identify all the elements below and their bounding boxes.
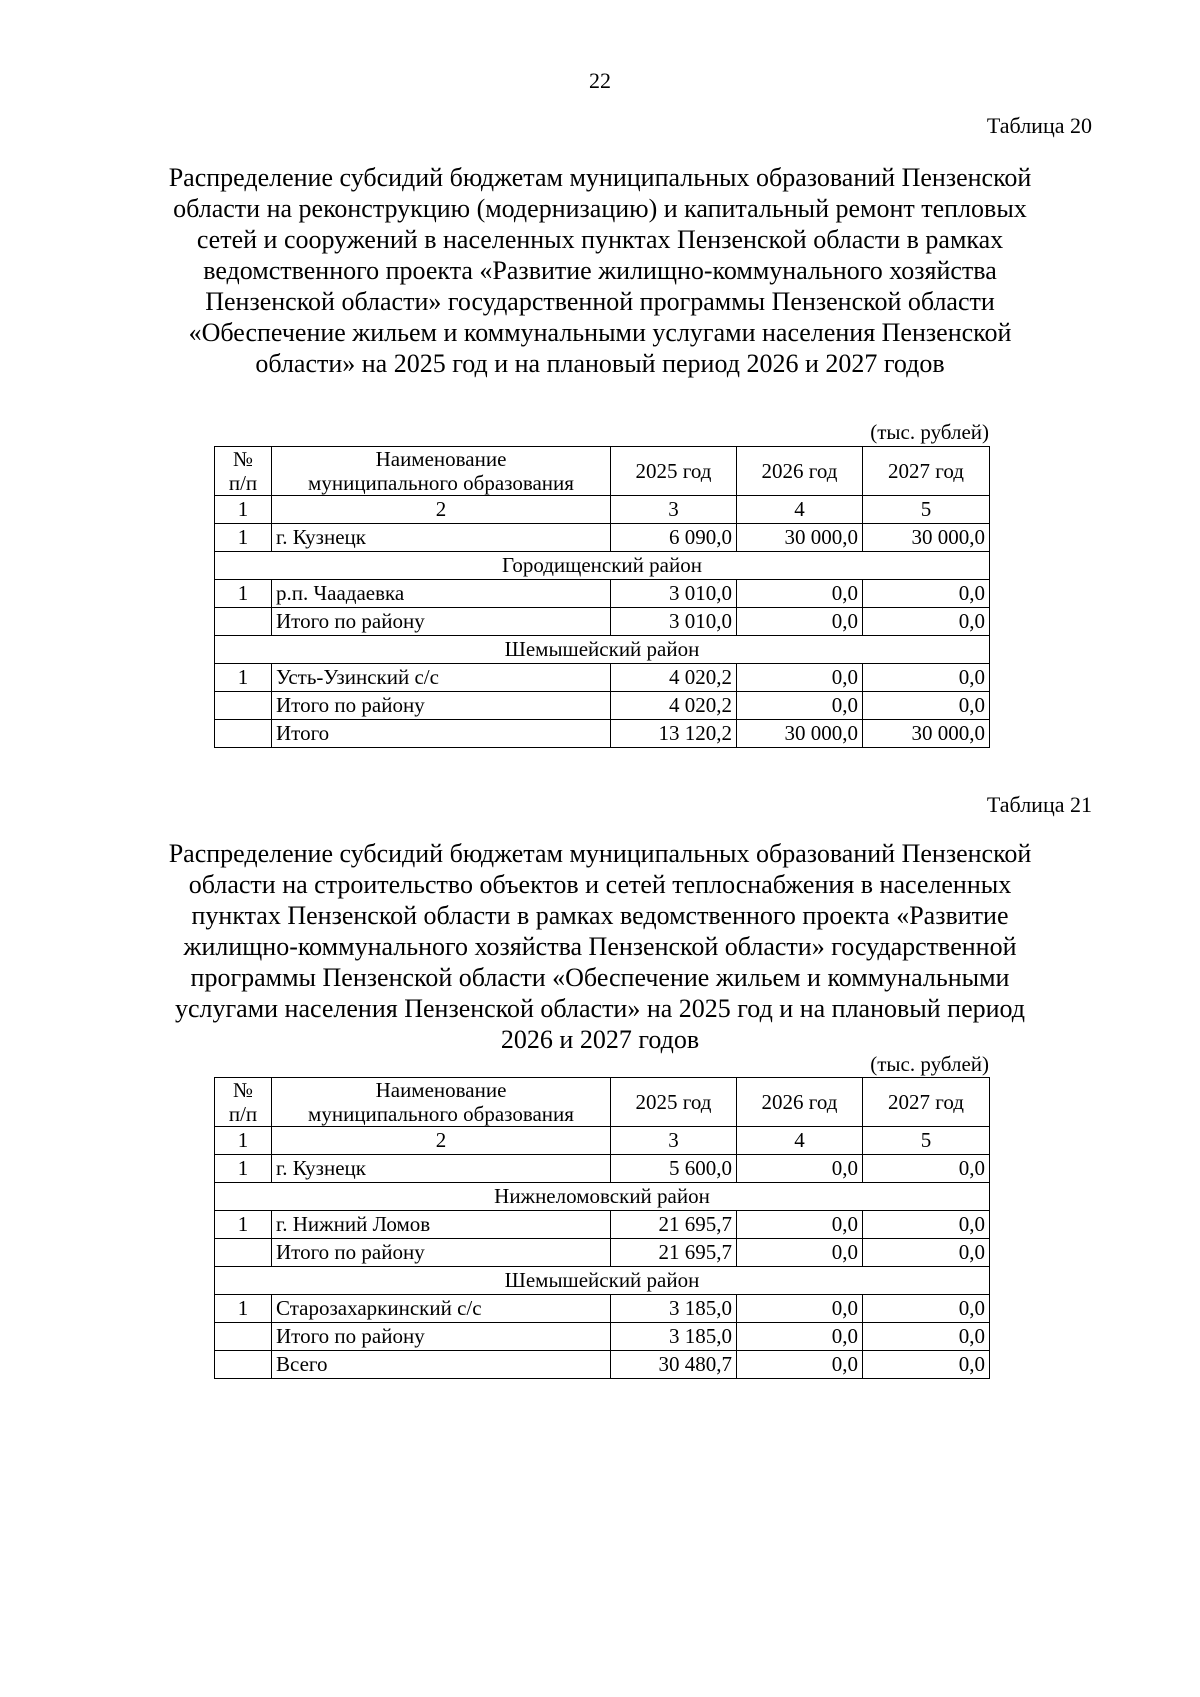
- header-2027: 2027 год: [863, 1078, 990, 1127]
- row-2025: 3 185,0: [611, 1295, 737, 1323]
- title-line: Распределение субсидий бюджетам муниципальных образований Пензенской: [168, 839, 1032, 868]
- row-name: г. Кузнецк: [272, 1155, 611, 1183]
- title-line: пунктах Пензенской области в рамках ведомственного проекта «Развитие: [191, 901, 1009, 930]
- row-num: 1: [215, 1295, 272, 1323]
- column-number-row: [215, 496, 990, 524]
- row-2026: 0,0: [737, 1155, 863, 1183]
- header-2025: 2025 год: [611, 447, 737, 496]
- row-num: [215, 1323, 272, 1351]
- row-2026: 0,0: [737, 1239, 863, 1267]
- row-num: 1: [215, 580, 272, 608]
- row-2026: 0,0: [737, 1211, 863, 1239]
- row-name: г. Нижний Ломов: [272, 1211, 611, 1239]
- table-20: [214, 446, 990, 748]
- title-line: программы Пензенской области «Обеспечение жильем и коммунальными: [190, 963, 1010, 992]
- row-num: [215, 720, 272, 748]
- row-num: [215, 692, 272, 720]
- row-2025: 6 090,0: [611, 524, 737, 552]
- table-20-units: (тыс. рублей): [870, 420, 989, 444]
- row-2027: 0,0: [863, 608, 990, 636]
- row-2026: 30 000,0: [737, 720, 863, 748]
- row-2026: 0,0: [737, 692, 863, 720]
- page-number: 22: [589, 68, 611, 93]
- header-2026: 2026 год: [737, 1078, 863, 1127]
- row-2026: 30 000,0: [737, 524, 863, 552]
- table-21-label: Таблица 21: [986, 792, 1092, 817]
- table-row: [215, 1323, 990, 1351]
- column-number: 2: [272, 1127, 611, 1155]
- header-name: Наименование муниципального образования: [272, 447, 611, 496]
- column-number-row: [215, 1127, 990, 1155]
- row-2027: 30 000,0: [863, 720, 990, 748]
- section-title: Шемышейский район: [215, 636, 990, 664]
- row-2025: 3 185,0: [611, 1323, 737, 1351]
- title-line: области на реконструкцию (модернизацию) и капитальный ремонт тепловых: [173, 194, 1027, 223]
- title-line: сетей и сооружений в населенных пунктах Пензенской области в рамках: [196, 225, 1004, 254]
- row-name: Итого: [272, 720, 611, 748]
- row-name: г. Кузнецк: [272, 524, 611, 552]
- section-title: Шемышейский район: [215, 1267, 990, 1295]
- row-2027: 0,0: [863, 1155, 990, 1183]
- table-row: [215, 524, 990, 552]
- row-2027: 0,0: [863, 1351, 990, 1379]
- row-name: Всего: [272, 1351, 611, 1379]
- column-number: 1: [215, 1127, 272, 1155]
- section-row: [215, 636, 990, 664]
- header-name: Наименование муниципального образования: [272, 1078, 611, 1127]
- row-num: [215, 608, 272, 636]
- row-2027: 30 000,0: [863, 524, 990, 552]
- row-2026: 0,0: [737, 664, 863, 692]
- row-2026: 0,0: [737, 1295, 863, 1323]
- title-line: области» на 2025 год и на плановый период 2026 и 2027 годов: [255, 349, 945, 378]
- total-row: [215, 1351, 990, 1379]
- table-20-label: Таблица 20: [986, 113, 1092, 138]
- column-number: 4: [737, 496, 863, 524]
- title-line: ведомственного проекта «Развитие жилищно-коммунального хозяйства: [203, 256, 997, 285]
- row-2027: 0,0: [863, 1239, 990, 1267]
- row-2027: 0,0: [863, 1211, 990, 1239]
- section-row: [215, 1267, 990, 1295]
- row-2025: 21 695,7: [611, 1211, 737, 1239]
- row-2027: 0,0: [863, 1323, 990, 1351]
- table-row: [215, 664, 990, 692]
- title-line: области на строительство объектов и сетей теплоснабжения в населенных: [188, 870, 1012, 899]
- row-num: 1: [215, 1155, 272, 1183]
- row-num: 1: [215, 524, 272, 552]
- total-row: [215, 720, 990, 748]
- header-2026: 2026 год: [737, 447, 863, 496]
- row-2027: 0,0: [863, 664, 990, 692]
- section-row: [215, 1183, 990, 1211]
- section-title: Городищенский район: [215, 552, 990, 580]
- row-2026: 0,0: [737, 1351, 863, 1379]
- row-2026: 0,0: [737, 1323, 863, 1351]
- title-line: 2026 и 2027 годов: [500, 1025, 700, 1054]
- row-2027: 0,0: [863, 580, 990, 608]
- row-num: 1: [215, 1211, 272, 1239]
- row-name: Итого по району: [272, 692, 611, 720]
- column-number: 5: [863, 496, 990, 524]
- table-row: [215, 580, 990, 608]
- table-row: [215, 692, 990, 720]
- row-2025: 13 120,2: [611, 720, 737, 748]
- table-row: [215, 1239, 990, 1267]
- row-2025: 3 010,0: [611, 580, 737, 608]
- section-row: [215, 552, 990, 580]
- title-line: услугами населения Пензенской области» на 2025 год и на плановый период: [174, 994, 1026, 1023]
- row-2027: 0,0: [863, 692, 990, 720]
- table-21: [214, 1077, 990, 1379]
- header-2025: 2025 год: [611, 1078, 737, 1127]
- header-2027: 2027 год: [863, 447, 990, 496]
- column-number: 5: [863, 1127, 990, 1155]
- title-line: Распределение субсидий бюджетам муниципальных образований Пензенской: [168, 163, 1032, 192]
- row-2025: 3 010,0: [611, 608, 737, 636]
- row-num: [215, 1351, 272, 1379]
- section-title: Нижнеломовский район: [215, 1183, 990, 1211]
- table-21-units: (тыс. рублей): [870, 1052, 989, 1076]
- table-header-row: [215, 1078, 990, 1127]
- row-name: р.п. Чаадаевка: [272, 580, 611, 608]
- table-row: [215, 1295, 990, 1323]
- row-2027: 0,0: [863, 1295, 990, 1323]
- title-line: Пензенской области» государственной программы Пензенской области: [205, 287, 995, 316]
- table-row: [215, 1211, 990, 1239]
- title-line: «Обеспечение жильем и коммунальными услугами населения Пензенской: [188, 318, 1012, 347]
- column-number: 3: [611, 1127, 737, 1155]
- row-2026: 0,0: [737, 580, 863, 608]
- row-name: Итого по району: [272, 1323, 611, 1351]
- row-2025: 21 695,7: [611, 1239, 737, 1267]
- row-name: Итого по району: [272, 608, 611, 636]
- header-num: № п/п: [215, 1078, 272, 1127]
- title-line: жилищно-коммунального хозяйства Пензенской области» государственной: [183, 932, 1017, 961]
- row-name: Усть-Узинский с/с: [272, 664, 611, 692]
- table-20-title: [118, 162, 1082, 379]
- row-num: 1: [215, 664, 272, 692]
- column-number: 4: [737, 1127, 863, 1155]
- row-2025: 4 020,2: [611, 692, 737, 720]
- row-name: Старозахаркинский с/с: [272, 1295, 611, 1323]
- table-row: [215, 1155, 990, 1183]
- table-header-row: [215, 447, 990, 496]
- table-21-title: [118, 838, 1082, 1055]
- row-2025: 4 020,2: [611, 664, 737, 692]
- row-num: [215, 1239, 272, 1267]
- table-row: [215, 608, 990, 636]
- column-number: 2: [272, 496, 611, 524]
- column-number: 1: [215, 496, 272, 524]
- row-name: Итого по району: [272, 1239, 611, 1267]
- row-2025: 30 480,7: [611, 1351, 737, 1379]
- row-2026: 0,0: [737, 608, 863, 636]
- row-2025: 5 600,0: [611, 1155, 737, 1183]
- column-number: 3: [611, 496, 737, 524]
- header-num: № п/п: [215, 447, 272, 496]
